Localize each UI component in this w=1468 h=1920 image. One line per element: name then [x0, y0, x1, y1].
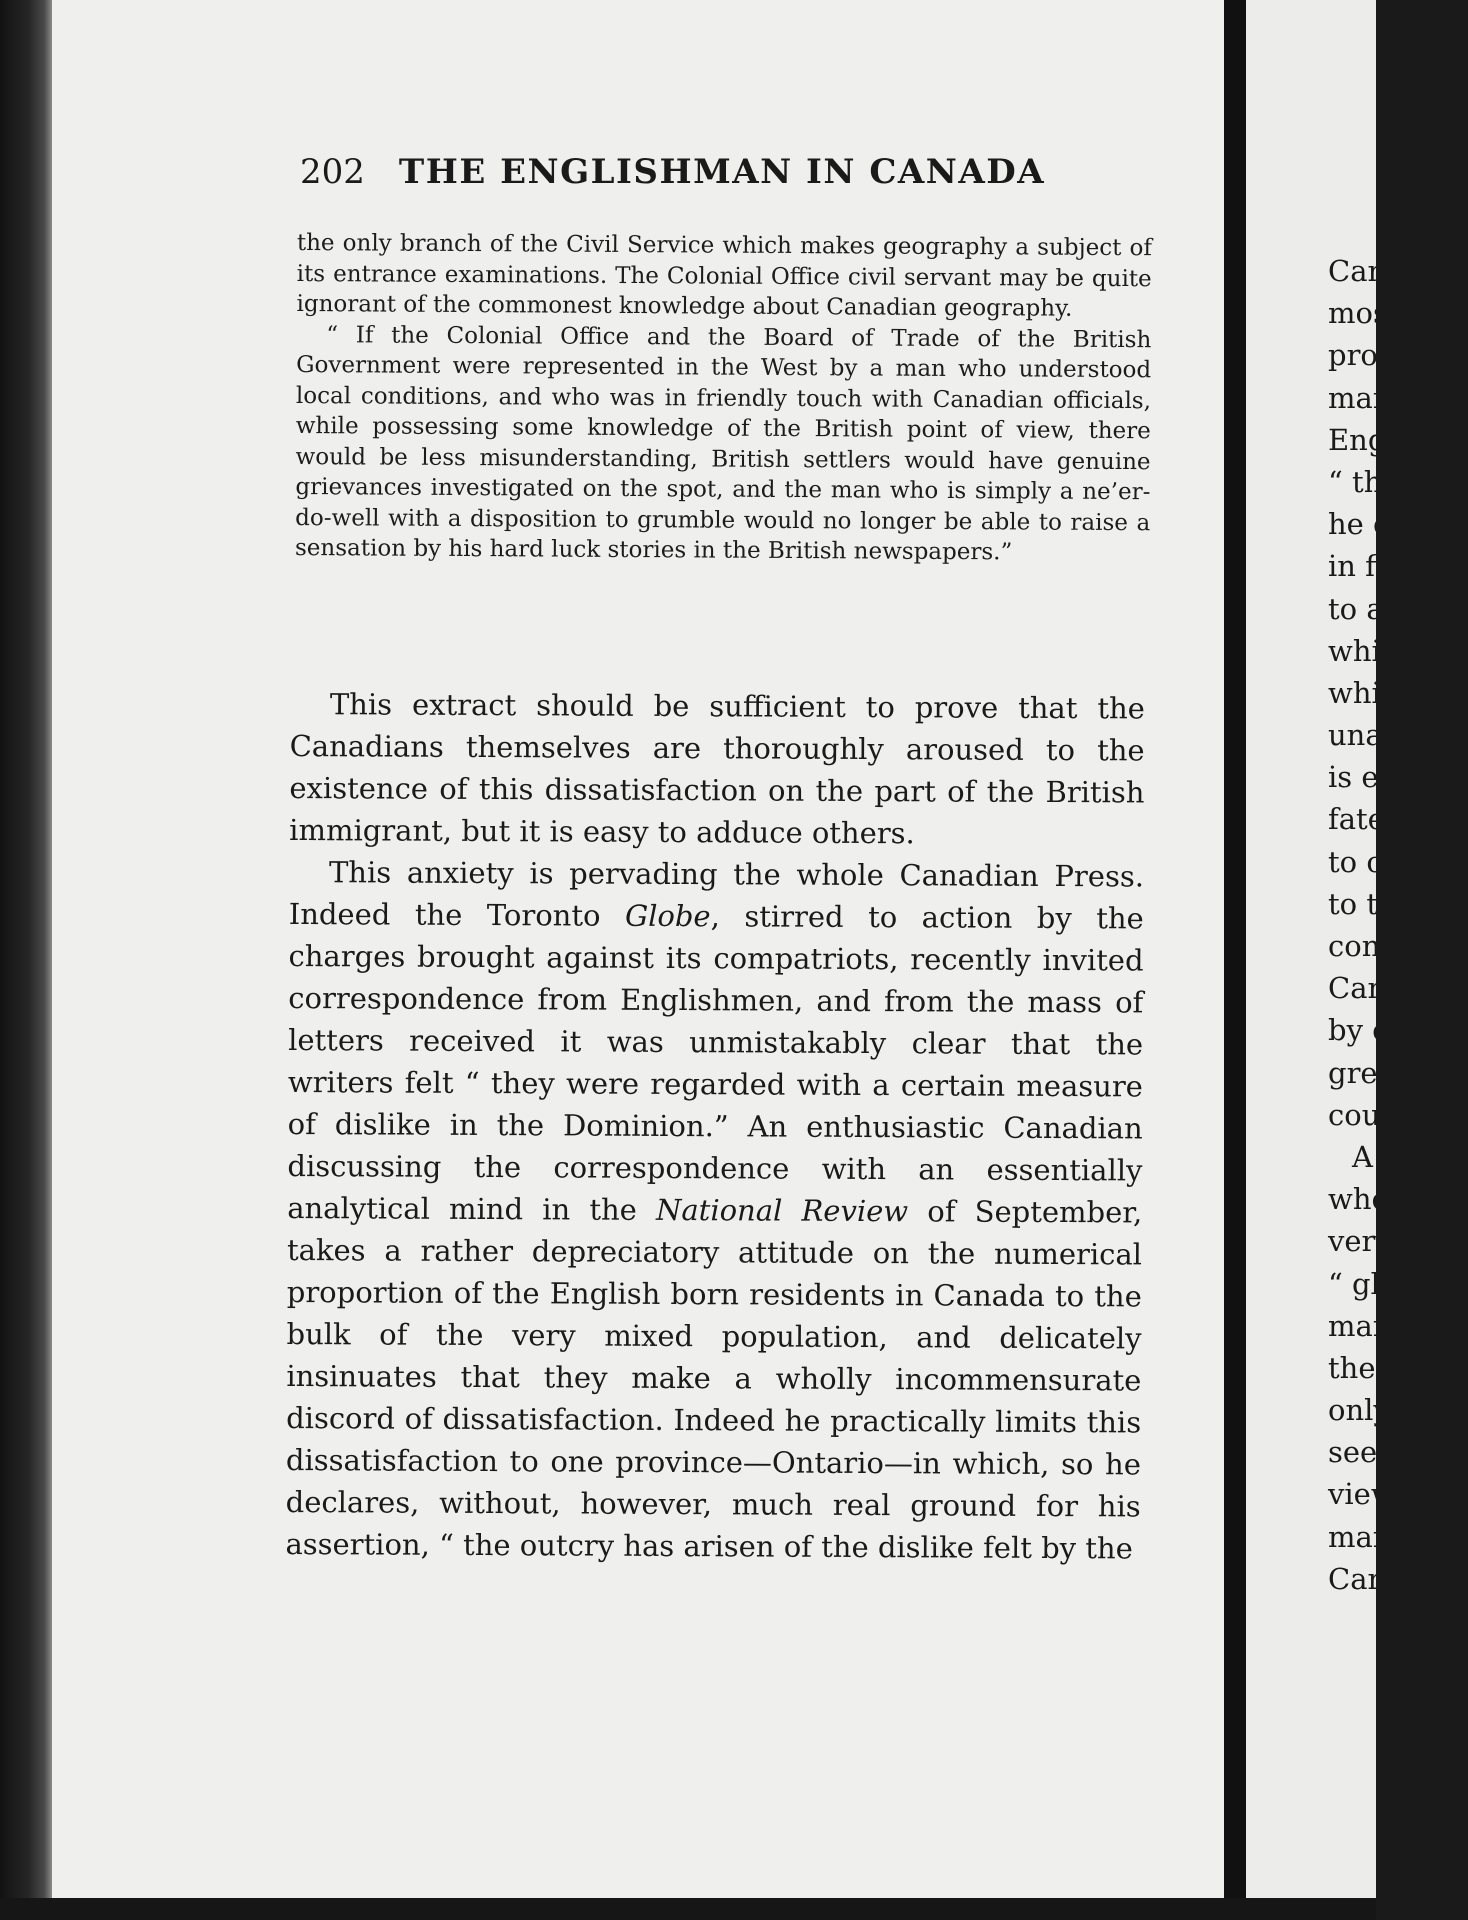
facing-line-fragment: Car [1328, 1561, 1382, 1596]
facing-line-fragment: A [1352, 1139, 1373, 1174]
main-text [285, 683, 1145, 1569]
book-binding-edge [0, 0, 52, 1920]
quoted-extract [295, 228, 1152, 569]
facing-line-fragment: fate [1328, 802, 1385, 837]
page-number: 202 [300, 152, 365, 192]
facing-line-fragment: by c [1328, 1013, 1389, 1048]
facing-line-fragment: unac [1328, 718, 1399, 753]
facing-line-fragment: “ gl [1328, 1266, 1380, 1301]
facing-line-fragment: Cana [1328, 254, 1404, 288]
facing-line-fragment: “ the [1328, 464, 1400, 499]
facing-line-fragment: he c [1328, 507, 1390, 542]
facing-line-fragment: cons [1328, 929, 1396, 963]
facing-line-fragment: Engl [1328, 422, 1396, 457]
facing-line-fragment: grea [1328, 1055, 1395, 1090]
body-paragraph: This extract should be sufficient to prove that the Canadians themselves are thoroughly aroused to the existence of this dissatisfaction on the part of the British immigrant, but it is easy to adduce others. [289, 687, 1145, 851]
extract-paragraph: “ If the Colonial Office and the Board of Trade of the British Government were represented in the West by a man who understood local conditions, and who was in friendly touch with Canadian officials, while possessing some knowledge of the British point of view, there would be less misunderstanding, British settlers would have genuine grievances investigated on the spot, and the man who is simply a ne’er-do-well with a disposition to grumble would no longer be able to raise a sensation by his hard luck stories in the British newspapers.” [294, 321, 1152, 566]
facing-line-fragment: to a [1328, 591, 1384, 626]
book-gutter [1224, 0, 1246, 1898]
body-paragraph [285, 851, 1144, 1569]
facing-line-fragment: cour [1328, 1097, 1395, 1132]
facing-line-fragment: mar [1328, 1308, 1387, 1343]
facing-line-fragment: to o [1328, 844, 1384, 879]
facing-page-text [1328, 250, 1468, 1600]
facing-line-fragment: only [1328, 1393, 1390, 1428]
facing-line-fragment: whic [1328, 675, 1398, 710]
facing-line-fragment: see [1328, 1435, 1378, 1470]
text-run: This anxiety is pervading the whole Canadian Press. Indeed the Toronto [288, 855, 1145, 933]
facing-line-fragment: mar [1328, 1519, 1387, 1554]
facing-line-fragment: prov [1328, 338, 1395, 373]
text-run: , stirred to action by the charges brought against its compatriots, recently invited correspondence from Englishmen, and from the mass of letters received it was unmistakably clear that the writers felt “ they were regarded with a certain measure of dislike in the Dominion.” An enthusiastic Canadian discussing the correspondence with an essentially analytical mind in the [287, 899, 1144, 1227]
running-head [300, 152, 1080, 208]
italic-title-globe: Globe [624, 898, 711, 934]
facing-line-fragment: is e [1328, 760, 1379, 795]
facing-line-fragment: view [1328, 1477, 1396, 1512]
facing-line-fragment: Can [1328, 971, 1387, 1006]
italic-title-national-review: National Review [655, 1192, 909, 1229]
facing-line-fragment: man [1328, 380, 1392, 415]
extract-paragraph: the only branch of the Civil Service which makes geography a subject of its entrance examinations. The Colonial Office civil servant may be quite ignorant of the commonest knowledge about Canadian geography. [296, 229, 1152, 322]
running-title: THE ENGLISHMAN IN CANADA [398, 152, 1046, 192]
facing-line-fragment: the [1328, 1350, 1376, 1385]
facing-line-fragment: most [1328, 296, 1400, 331]
text-run: of September, takes a rather depreciatory attitude on the numerical proportion of the English born residents in Canada to the bulk of the very mixed population, and delicately insinuates that they make a wholly incommensurate discord of dissatisfaction. Indeed he practically limits this dissatisfaction to one province—Ontario—in which, so he declares, without, however, much real ground for his assertion, “ the outcry has arisen of the dislike felt by the [285, 1194, 1143, 1566]
facing-line-fragment: whic [1328, 633, 1398, 668]
bottom-edge [0, 1898, 1376, 1920]
facing-line-fragment: in fi [1328, 549, 1385, 584]
facing-line-fragment: very [1328, 1224, 1392, 1259]
facing-line-fragment: who [1328, 1182, 1389, 1217]
facing-line-fragment: to t [1328, 886, 1378, 921]
